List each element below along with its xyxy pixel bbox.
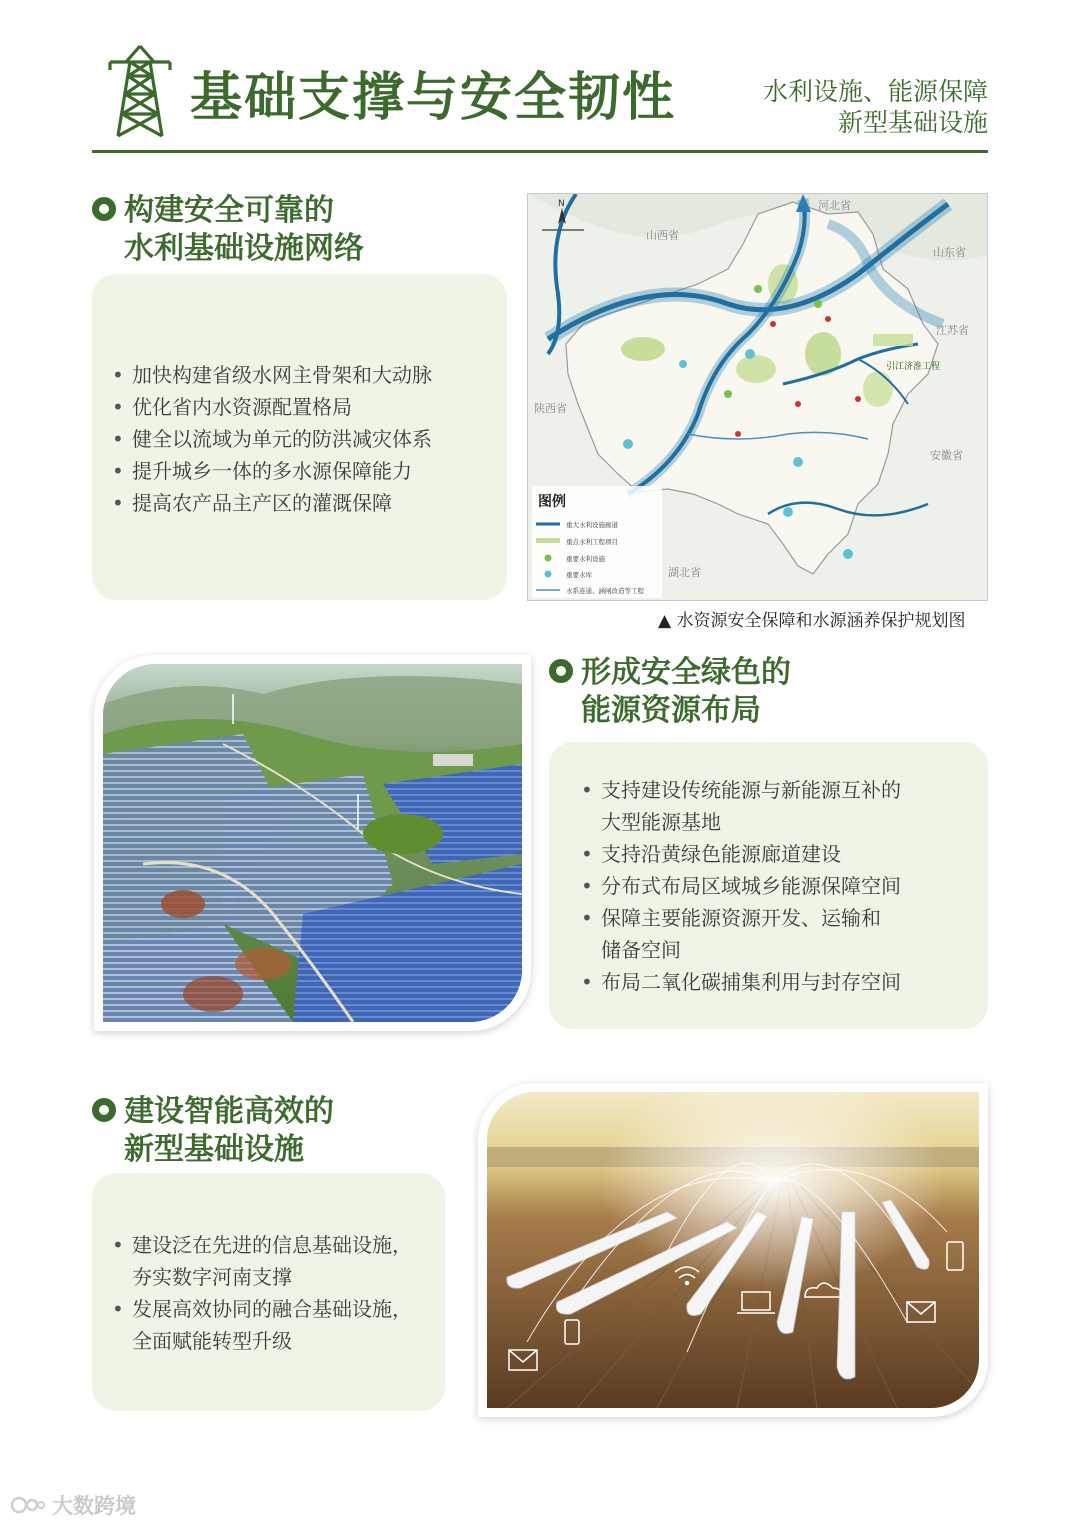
- list-item: • 支持沿黄绿色能源廊道建设: [579, 838, 901, 870]
- province-label: 陕西省: [534, 402, 567, 415]
- section-1-heading: [92, 192, 364, 268]
- section-1-heading-line-1: 构建安全可靠的: [124, 193, 334, 228]
- section-2-heading: [549, 654, 791, 730]
- list-item: • 发展高效协同的融合基础设施，: [110, 1293, 412, 1325]
- province-label: 山西省: [646, 229, 679, 242]
- header-divider: [92, 150, 988, 153]
- province-label: 河北省: [818, 199, 851, 212]
- page-subtitle: [763, 76, 988, 139]
- section-2-box: [549, 742, 988, 1029]
- power-tower-icon: [106, 40, 174, 138]
- list-item: • 布局二氧化碳捕集利用与封存空间: [579, 966, 901, 998]
- section-bullet-icon: [549, 659, 573, 683]
- list-item: • 建设泛在先进的信息基础设施，: [110, 1229, 412, 1261]
- section-2-heading-line-1: 形成安全绿色的: [581, 655, 791, 690]
- province-label: 安徽省: [930, 449, 963, 462]
- list-item: • 提升城乡一体的多水源保障能力: [110, 455, 432, 487]
- section-3-heading-line-2: 新型基础设施: [124, 1132, 304, 1167]
- list-item-continuation: 夯实数字河南支撑: [132, 1265, 292, 1289]
- province-label: 山东省: [933, 246, 966, 259]
- north-label: N: [558, 199, 565, 209]
- legend-item: 重点水利工程项目: [566, 538, 618, 546]
- section-3-list: [110, 1229, 412, 1357]
- legend-item: 重要水库: [566, 571, 592, 579]
- section-2-heading-line-2: 能源资源布局: [581, 693, 761, 728]
- map-caption: [658, 606, 965, 631]
- list-item: • 提高农产品主产区的灌溉保障: [110, 487, 432, 519]
- project-label: 引江济淮工程: [886, 362, 941, 372]
- list-item: • 加快构建省级水网主骨架和大动脉: [110, 359, 432, 391]
- list-item-continuation: 储备空间: [601, 938, 681, 962]
- legend-item: 重大水利设施廊道: [566, 521, 618, 529]
- legend-item: 重要水利设施: [566, 555, 605, 563]
- section-3-heading: [92, 1093, 334, 1169]
- subtitle-line-1: 水利设施、能源保障: [762, 77, 988, 106]
- province-label: 江苏省: [936, 324, 969, 337]
- list-item: • 优化省内水资源配置格局: [110, 391, 432, 423]
- solar-farm-photo-frame: [94, 655, 531, 1031]
- section-1-list: [110, 359, 432, 519]
- section-bullet-icon: [92, 197, 116, 221]
- water-resources-map: [527, 193, 988, 601]
- legend-title: 图例: [538, 494, 566, 510]
- solar-farm-photo: [103, 664, 522, 1022]
- section-bullet-icon: [92, 1098, 116, 1122]
- high-speed-rail-photo-frame: [478, 1083, 988, 1417]
- section-1-heading-line-2: 水利基础设施网络: [124, 231, 364, 266]
- list-item: • 健全以流域为单元的防洪减灾体系: [110, 423, 432, 455]
- caption-triangle-icon: ▲: [658, 611, 672, 631]
- section-1-box: [92, 274, 507, 600]
- map-graphic: [528, 194, 988, 601]
- high-speed-rail-photo: [487, 1092, 979, 1408]
- section-2-list: [579, 774, 901, 998]
- watermark-text: 大数跨境: [52, 1494, 136, 1518]
- page-title: 基础支撑与安全韧性: [190, 68, 677, 128]
- province-label: 湖北省: [668, 566, 701, 579]
- section-3-box: [92, 1173, 445, 1411]
- list-item-continuation: 全面赋能转型升级: [132, 1329, 292, 1353]
- list-item: • 支持建设传统能源与新能源互补的: [579, 774, 901, 806]
- caption-text: 水资源安全保障和水源涵养保护规划图: [676, 611, 966, 631]
- section-3-heading-line-1: 建设智能高效的: [124, 1094, 334, 1129]
- list-item: • 保障主要能源资源开发、运输和: [579, 902, 901, 934]
- watermark-logo-icon: [10, 1494, 46, 1516]
- subtitle-line-2: 新型基础设施: [837, 108, 988, 138]
- list-item: • 分布式布局区域城乡能源保障空间: [579, 870, 901, 902]
- watermark: [10, 1490, 136, 1520]
- legend-item: 水系连通、涵闸改造等工程: [566, 587, 644, 595]
- list-item-continuation: 大型能源基地: [601, 810, 721, 834]
